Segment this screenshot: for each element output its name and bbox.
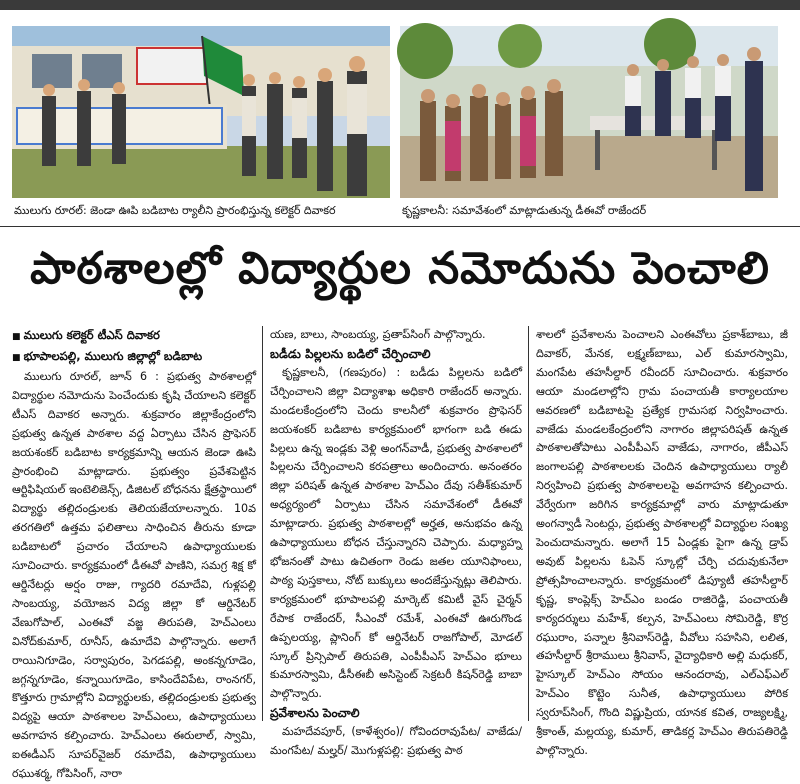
rally-photo-caption: ములుగు రూరల్‌: జెండా ఊపి బడిబాట ర్యాలీని ప్రారంభిస్తున్న కలెక్టర్‌ దివాకర — [14, 204, 336, 217]
article-paragraph: మహదేవపూర్‌, (కాళేశ్వరం)/ గోవిందరావుపేట/ వాజేడు/ మంగపేట/ మల్హర్‌/ మొగుళ్లపల్లి: ప్రభుత్వ పాఠ — [270, 725, 522, 758]
column-divider-1 — [262, 326, 263, 721]
page-top-bar — [0, 0, 800, 10]
rally-photo — [12, 26, 390, 198]
article-paragraph: ములుగు రూరల్‌, జూన్‌ 6 : ప్రభుత్వ పాఠశాలల్లో విద్యార్థుల నమోదును పెంచేందుకు కృషి చేయాలని కలెక్టర్‌ టీఎస్‌ దివాకర అన్నారు. శుక్రవారం జిల్లాకేంద్రంలోని ప్రభుత్వ ఉన్నత పాఠశాల వద్ద ఏర్పాటు చేసిన ప్రొఫెసర్‌ జయశంకర్‌ బడిబాట కార్యక్రమాన్ని ఆయన జెండా ఊపి ప్రారంభించి మాట్లాడారు. ప్రభుత్వం ప్రవేశపెట్టిన ఆర్టిఫిషియల్‌ ఇంటెలిజెన్స్‌, డిజిటల్‌ బోధనను క్షేత్రస్థాయిలో విద్యార్థు తల్లిదండ్రులకు తెలియజేయాలన్నారు. 10వ తరగతిలో ఉత్తమ ఫలితాలు సాధించిన తీరును కూడా బడిబాటలో ప్రచారం చేయాలని ఉపాధ్యాయులకు సూచించారు. కార్యక్రమంలో డీఈవో పాణిని, సమగ్ర శిక్ష కో ఆర్డినేటర్లు అర్షం రాజు, గ్యాదరి రమాదేవి, గుళ్లపల్లి సాంబయ్య, వయోజన విద్య జిల్లా కో ఆర్డినేటర్‌ వేణుగోపాల్‌, ఎంఈవో వజ్జ తిరుపతి, హెచ్‌ఎంలు వినోద్‌కుమార్‌, రూనీస్‌, ఉమాదేవి పాల్గొన్నారు. అలాగే రాయినిగూడెం, సర్వాపురం, పెగడపల్లి, అంకన్నగూడెం, జగ్గన్నగూడెం, కన్నాయిగూడెం, కాసిందేవిపేట, రాంనగర్‌, కొత్తూరు గ్రామాల్లోని విద్యార్థులకు, తల్లిదండ్రులకు ప్రభుత్వ విద్యపై ఆయా పాఠశాలల హెచ్‌ఎంలు, ఉపాధ్యాయులు అవగాహన కల్పించారు. హెచ్‌ఎంలు ఈరులాల్‌, స్వామి, ఐఈడీఎస్‌ సూపర్‌వైజర్‌ రమాదేవి, ఉపాధ్యాయులు రఘుశర్మ, గోపిసింగ్‌, నారా — [12, 370, 256, 781]
meeting-photo — [400, 26, 778, 198]
article-paragraph: యణ, బాలు, సాంబయ్య, ప్రతాప్‌సింగ్‌ పాల్గొన్నారు. — [270, 328, 486, 341]
column-divider-2 — [528, 326, 529, 721]
section-subheading: బడీడు పిల్లలను బడిలో చేర్పించాలి — [270, 346, 431, 361]
meeting-photo-caption: కృష్ణకాలనీ: సమావేశంలో మాట్లాడుతున్న డీఈవో రాజేందర్‌ — [402, 204, 647, 217]
caption-divider — [0, 226, 800, 227]
article-column-2 — [270, 326, 522, 758]
subheading-bullet: ■ భూపాలపల్లి, ములుగు జిల్లాల్లో బడిబాట — [12, 347, 256, 368]
subheading-bullet: ■ ములుగు కలెక్టర్‌ టీఎస్‌ దివాకర — [12, 326, 256, 347]
article-paragraph: శాలలో ప్రవేశాలను పెంచాలని ఎంఈవోలు ప్రకాశ్‌బాబు, జీ దివాకర్‌, మేనక, లక్ష్మణ్‌బాబు, ఎల్‌ కుమారస్వామి, మంగపేట తహసీల్దార్‌ రవీందర్‌ సూచించారు. శుక్రవారం ఆయా మండలాల్లోని గ్రామ పంచాయతీ కార్యాలయాల ఆవరణలో బడిబాటపై ప్రత్యేక గ్రామసభ నిర్వహించారు. వాజేడు మండలకేంద్రంలోని నాగారం జిల్లాపరిషత్‌ ఉన్నత పాఠశాలతోపాటు ఎంపీపీఎస్‌ వాజేడు, నాగారం, జీపీఎస్‌ జంగాలపల్లి పాఠశాలలకు చెందిన ఉపాధ్యాయులు ర్యాలీ నిర్వహించి ప్రభుత్వ పాఠశాలలపై అవగాహన కల్పించారు. వేర్వేరుగా జరిగిన కార్యక్రమాల్లో వారు మాట్లాడుతూ అంగన్వాడీ సెంటర్లు, ప్రభుత్వ పాఠశాలల్లో విద్యార్థుల సంఖ్య పెంచుదామన్నారు. అలాగే 15 ఏండ్లకు పైగా ఉన్న డ్రాప్‌ అవుట్‌ పిల్లలను ఓపెన్‌ స్కూల్లో చేర్పి చదువుకునేలా ప్రోత్సహించాలన్నారు. కార్యక్రమంలో డిప్యూటీ తహసీల్దార్‌ కృష్ణ, కాంప్లెక్స్‌ హెచ్‌ఎం బండం రాజిరెడ్డి, పంచాయతీ కార్యదర్శులు మహేశ్‌, కల్పన, హెచ్‌ఎంలు సోమిరెడ్డి, కొర్ర రఘురాం, పన్నాల శ్రీనివాస్‌రెడ్డి, వీవోలు సహసిని, లలిత, తహసీల్దార్‌ శ్రీరాములు శ్రీనివాస్‌, వైద్యాధికారి అల్లి మధుకర్‌, హైస్కూల్‌ హెచ్‌ఎం సోయం ఆనందరావు, ఎల్‌ఎఫ్‌ఎల్‌ హెచ్‌ఎం కొట్టెం సునీత, ఉపాధ్యాయులు పోరిక స్వరూప్‌సింగ్‌, గొంది విష్ణుప్రియ, యానక కవిత, రాజ్యలక్ష్మి, శ్రీకాంత్‌, మల్లయ్య, కుమార్‌, తాడికర్ల హెచ్‌ఎం తిరుపతిరెడ్డి పాల్గొన్నారు. — [536, 328, 788, 757]
article-column-3 — [536, 326, 788, 757]
article-column-1 — [12, 326, 256, 781]
headline: పాఠశాలల్లో విద్యార్థుల నమోదును పెంచాలి — [30, 243, 770, 294]
article-paragraph: కృష్ణకాలనీ, (గణపురం) : బడీడు పిల్లలను బడిలో చేర్పించాలని జిల్లా విద్యాశాఖ అధికారి రాజేందర్‌ అన్నారు. మండలకేంద్రంలోని చెందు కాలనీలో శుక్రవారం ప్రొఫెసర్‌ జయశంకర్‌ బడిబాట కార్యక్రమంలో భాగంగా బడి ఈడు పిల్లలు ఉన్న ఇండ్లకు వెళ్లి అంగన్‌వాడీ, ప్రభుత్వ పాఠశాలలో పిల్లలను చేర్పించాలని కరపత్రాలు అందించారు. అనంతరం జిల్లా పరిషత్‌ ఉన్నత పాఠశాల హెచ్‌ఎం దేవు సతీశ్‌కుమార్‌ అధ్యర్యంలో ఏర్పాటు చేసిన సమావేశంలో డీఈవో మాట్లాడారు. ప్రభుత్వ పాఠశాలల్లో అర్హత, అనుభవం ఉన్న ఉపాధ్యాయులు బోధన చేస్తున్నారని చెప్పారు. మధ్యాహ్న భోజనంతో పాటు ఉచితంగా రెండు జతల యూనిఫాంలు, పాఠ్య పుస్తకాలు, నోట్‌ బుక్కులు అందజేస్తున్నట్లు తెలిపారు. కార్యక్రమంలో భూపాలపల్లి మార్కెట్‌ కమిటీ వైస్‌ చైర్మన్‌ రేపాక రాజేందర్‌, సీఎంవో రమేశ్‌, ఎంఈవో ఊరుగొండ ఉప్పలయ్య, ప్లానింగ్‌ కో ఆర్డినేటర్‌ రాజగోపాల్‌, మోడల్‌ స్కూల్‌ ప్రిన్సిపాల్‌ తిరుపతి, ఎంపీపీఎస్‌ హెచ్‌ఎం భూలు కుమారస్వామి, డీసీఈబీ అసిస్టెంట్‌ సెక్రటరీ కిషన్‌రెడ్డి బాబా పాల్గొన్నారు. — [270, 365, 522, 701]
section-subheading: ప్రవేశాలను పెంచాలి — [270, 706, 360, 721]
